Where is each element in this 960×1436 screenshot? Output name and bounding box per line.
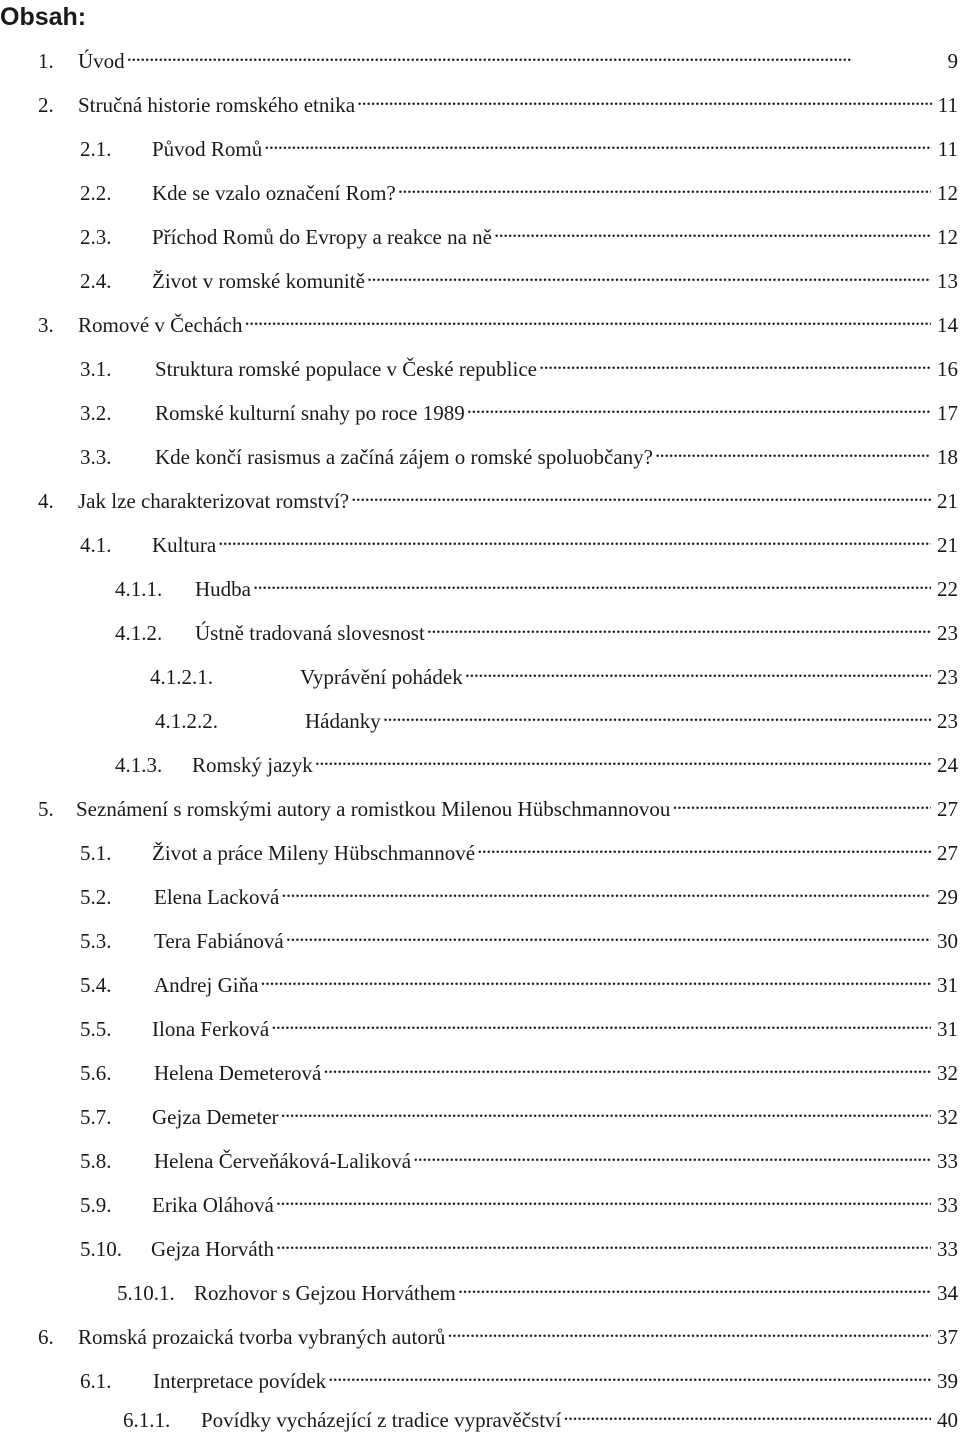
toc-entry-title: Povídky vycházející z tradice vypravěčství — [201, 1408, 562, 1432]
toc-entry-title: Seznámení s romskými autory a romistkou Milenou Hübschmannovou — [76, 797, 671, 821]
toc-page-number: 18 — [937, 445, 958, 469]
toc-dot-leader — [413, 1157, 931, 1163]
toc-entry-number: 6. — [38, 1325, 54, 1349]
toc-entry[interactable] — [80, 398, 960, 428]
toc-dot-leader — [383, 717, 931, 723]
toc-page-number: 11 — [937, 137, 958, 161]
toc-entry[interactable] — [80, 222, 960, 252]
toc-entry-title: Helena Demeterová — [154, 1061, 322, 1085]
toc-dot-leader — [357, 101, 932, 107]
toc-entry[interactable] — [80, 838, 960, 868]
toc-page-number: 14 — [937, 313, 958, 337]
toc-page-number: 39 — [937, 1369, 958, 1393]
toc-dot-leader — [351, 497, 931, 503]
toc-entry[interactable] — [80, 1190, 960, 1220]
toc-entry-number: 4.1.3. — [115, 753, 163, 777]
toc-dot-leader — [427, 629, 931, 635]
toc-page-number: 31 — [937, 1017, 958, 1041]
toc-page-number: 30 — [937, 929, 958, 953]
toc-page-number: 40 — [937, 1408, 958, 1432]
toc-dot-leader — [264, 145, 931, 151]
toc-dot-leader — [447, 1333, 931, 1339]
toc-entry[interactable] — [80, 926, 960, 956]
toc-entry[interactable] — [80, 1102, 960, 1132]
toc-dot-leader — [244, 321, 931, 327]
toc-dot-leader — [253, 585, 931, 591]
toc-page-number: 12 — [937, 181, 958, 205]
toc-entry-number: 5.6. — [80, 1061, 112, 1085]
toc-dot-leader — [281, 893, 931, 899]
toc-dot-leader — [655, 453, 931, 459]
toc-entry-title: Rozhovor s Gejzou Horváthem — [194, 1281, 456, 1305]
toc-entry-number: 5.9. — [80, 1193, 112, 1217]
toc-entry[interactable] — [38, 794, 960, 824]
toc-page-number: 33 — [937, 1237, 958, 1261]
toc-entry[interactable] — [80, 442, 960, 472]
toc-entry[interactable] — [123, 1405, 960, 1435]
toc-entry[interactable] — [115, 750, 960, 780]
toc-entry-number: 2. — [38, 93, 54, 117]
toc-entry-title: Romské kulturní snahy po roce 1989 — [155, 401, 465, 425]
toc-entry-title: Erika Oláhová — [152, 1193, 274, 1217]
toc-entry[interactable] — [115, 618, 960, 648]
toc-entry-number: 3.2. — [80, 401, 112, 425]
toc-entry-number: 4.1.2.1. — [150, 665, 213, 689]
page-title: Obsah: — [0, 3, 87, 31]
toc-dot-leader — [260, 981, 931, 987]
toc-entry-title: Jak lze charakterizovat romství? — [78, 489, 350, 513]
toc-entry-title: Andrej Giňa — [154, 973, 259, 997]
toc-page-number: 32 — [937, 1105, 958, 1129]
toc-dot-leader — [276, 1245, 931, 1251]
toc-entry[interactable] — [80, 1234, 960, 1264]
toc-entry-number: 5.3. — [80, 929, 112, 953]
toc-dot-leader — [127, 57, 942, 63]
toc-entry-title: Tera Fabiánová — [154, 929, 284, 953]
toc-page-number: 23 — [937, 665, 958, 689]
toc-entry[interactable] — [80, 134, 960, 164]
toc-entry-title: Kultura — [152, 533, 217, 557]
toc-entry-number: 5.1. — [80, 841, 112, 865]
toc-entry-title: Život v romské komunitě — [152, 269, 365, 293]
toc-dot-leader — [218, 541, 931, 547]
toc-entry[interactable] — [115, 574, 960, 604]
toc-entry[interactable] — [38, 46, 960, 76]
toc-dot-leader — [477, 849, 931, 855]
toc-page-number: 17 — [937, 401, 958, 425]
toc-entry-title: Interpretace povídek — [153, 1369, 327, 1393]
toc-entry[interactable] — [80, 266, 960, 296]
toc-entry[interactable] — [80, 1366, 960, 1396]
toc-dot-leader — [458, 1289, 931, 1295]
toc-entry[interactable] — [80, 178, 960, 208]
toc-entry-number: 5.8. — [80, 1149, 112, 1173]
toc-page-number: 34 — [937, 1281, 958, 1305]
toc-dot-leader — [315, 761, 931, 767]
toc-page-number: 27 — [937, 841, 958, 865]
toc-page-number: 27 — [937, 797, 958, 821]
toc-entry-number: 5.10. — [80, 1237, 122, 1261]
toc-entry-title: Romové v Čechách — [78, 313, 243, 337]
toc-page-number: 23 — [937, 621, 958, 645]
toc-entry-title: Hudba — [195, 577, 251, 601]
toc-entry-title: Helena Červeňáková-Laliková — [154, 1149, 412, 1173]
toc-dot-leader — [398, 189, 931, 195]
toc-entry-number: 2.1. — [80, 137, 112, 161]
toc-entry-title: Ilona Ferková — [152, 1017, 270, 1041]
toc-entry-number: 4. — [38, 489, 54, 513]
toc-entry[interactable] — [38, 486, 960, 516]
toc-dot-leader — [465, 673, 931, 679]
toc-entry-number: 5.5. — [80, 1017, 112, 1041]
toc-page-number: 29 — [937, 885, 958, 909]
toc-entry-number: 3. — [38, 313, 54, 337]
toc-entry-number: 6.1.1. — [123, 1408, 171, 1432]
toc-entry-number: 6.1. — [80, 1369, 112, 1393]
toc-page-number: 24 — [937, 753, 958, 777]
toc-entry[interactable] — [38, 90, 960, 120]
toc-entry-title: Úvod — [78, 49, 125, 73]
toc-page-number: 9 — [947, 49, 958, 73]
toc-entry[interactable] — [80, 1146, 960, 1176]
toc-entry-title: Hádanky — [305, 709, 381, 733]
toc-entry-number: 2.2. — [80, 181, 112, 205]
toc-page-number: 32 — [937, 1061, 958, 1085]
toc-entry-number: 2.3. — [80, 225, 112, 249]
toc-entry-title: Romský jazyk — [192, 753, 313, 777]
toc-dot-leader — [271, 1025, 931, 1031]
toc-entry[interactable] — [155, 706, 960, 736]
toc-entry-number: 5.7. — [80, 1105, 112, 1129]
toc-page-number: 37 — [937, 1325, 958, 1349]
toc-entry-title: Vyprávění pohádek — [300, 665, 463, 689]
toc-entry-title: Ústně tradovaná slovesnost — [195, 621, 425, 645]
toc-page-number: 21 — [937, 533, 958, 557]
toc-dot-leader — [539, 365, 931, 371]
toc-entry[interactable] — [117, 1278, 960, 1308]
toc-page-number: 21 — [937, 489, 958, 513]
toc-entry-number: 4.1.1. — [115, 577, 163, 601]
toc-entry-title: Gejza Horváth — [151, 1237, 275, 1261]
toc-entry-title: Kde se vzalo označení Rom? — [152, 181, 396, 205]
toc-entry-number: 4.1. — [80, 533, 112, 557]
toc-entry-number: 3.3. — [80, 445, 112, 469]
toc-entry[interactable] — [150, 662, 960, 692]
toc-entry-title: Struktura romské populace v České republice — [155, 357, 537, 381]
toc-entry-title: Příchod Romů do Evropy a reakce na ně — [152, 225, 492, 249]
toc-entry[interactable] — [80, 530, 960, 560]
toc-entry-number: 3.1. — [80, 357, 112, 381]
toc-page-number: 13 — [937, 269, 958, 293]
toc-entry[interactable] — [38, 1322, 960, 1352]
toc-dot-leader — [563, 1416, 931, 1422]
toc-dot-leader — [323, 1069, 931, 1075]
toc-dot-leader — [494, 233, 931, 239]
toc-entry-title: Romská prozaická tvorba vybraných autorů — [78, 1325, 446, 1349]
toc-page-number: 33 — [937, 1149, 958, 1173]
toc-page-number: 31 — [937, 973, 958, 997]
toc-page-number: 23 — [937, 709, 958, 733]
toc-dot-leader — [367, 277, 931, 283]
toc-entry[interactable] — [38, 310, 960, 340]
toc-entry-number: 2.4. — [80, 269, 112, 293]
toc-entry-number: 1. — [38, 49, 54, 73]
toc-dot-leader — [281, 1113, 931, 1119]
toc-page-number: 12 — [937, 225, 958, 249]
toc-entry[interactable] — [80, 970, 960, 1000]
toc-entry-number: 4.1.2. — [115, 621, 163, 645]
toc-entry[interactable] — [80, 354, 960, 384]
toc-entry[interactable] — [80, 1014, 960, 1044]
toc-page-number: 16 — [937, 357, 958, 381]
toc-dot-leader — [672, 805, 931, 811]
toc-entry-number: 5. — [38, 797, 54, 821]
toc-dot-leader — [467, 409, 931, 415]
toc-entry-title: Stručná historie romského etnika — [78, 93, 356, 117]
toc-entry[interactable] — [80, 882, 960, 912]
toc-entry-title: Kde končí rasismus a začíná zájem o romské spoluobčany? — [155, 445, 654, 469]
toc-dot-leader — [286, 937, 931, 943]
toc-dot-leader — [328, 1377, 931, 1383]
toc-entry-title: Život a práce Mileny Hübschmannové — [152, 841, 476, 865]
toc-entry-number: 4.1.2.2. — [155, 709, 218, 733]
toc-entry-number: 5.10.1. — [117, 1281, 175, 1305]
toc-entry-title: Gejza Demeter — [152, 1105, 279, 1129]
toc-entry[interactable] — [80, 1058, 960, 1088]
toc-entry-title: Původ Romů — [152, 137, 263, 161]
toc-entry-title: Elena Lacková — [154, 885, 280, 909]
toc-dot-leader — [276, 1201, 931, 1207]
toc-page-number: 11 — [937, 93, 958, 117]
toc-entry-number: 5.2. — [80, 885, 112, 909]
toc-page-number: 33 — [937, 1193, 958, 1217]
toc-page-number: 22 — [937, 577, 958, 601]
toc-entry-number: 5.4. — [80, 973, 112, 997]
